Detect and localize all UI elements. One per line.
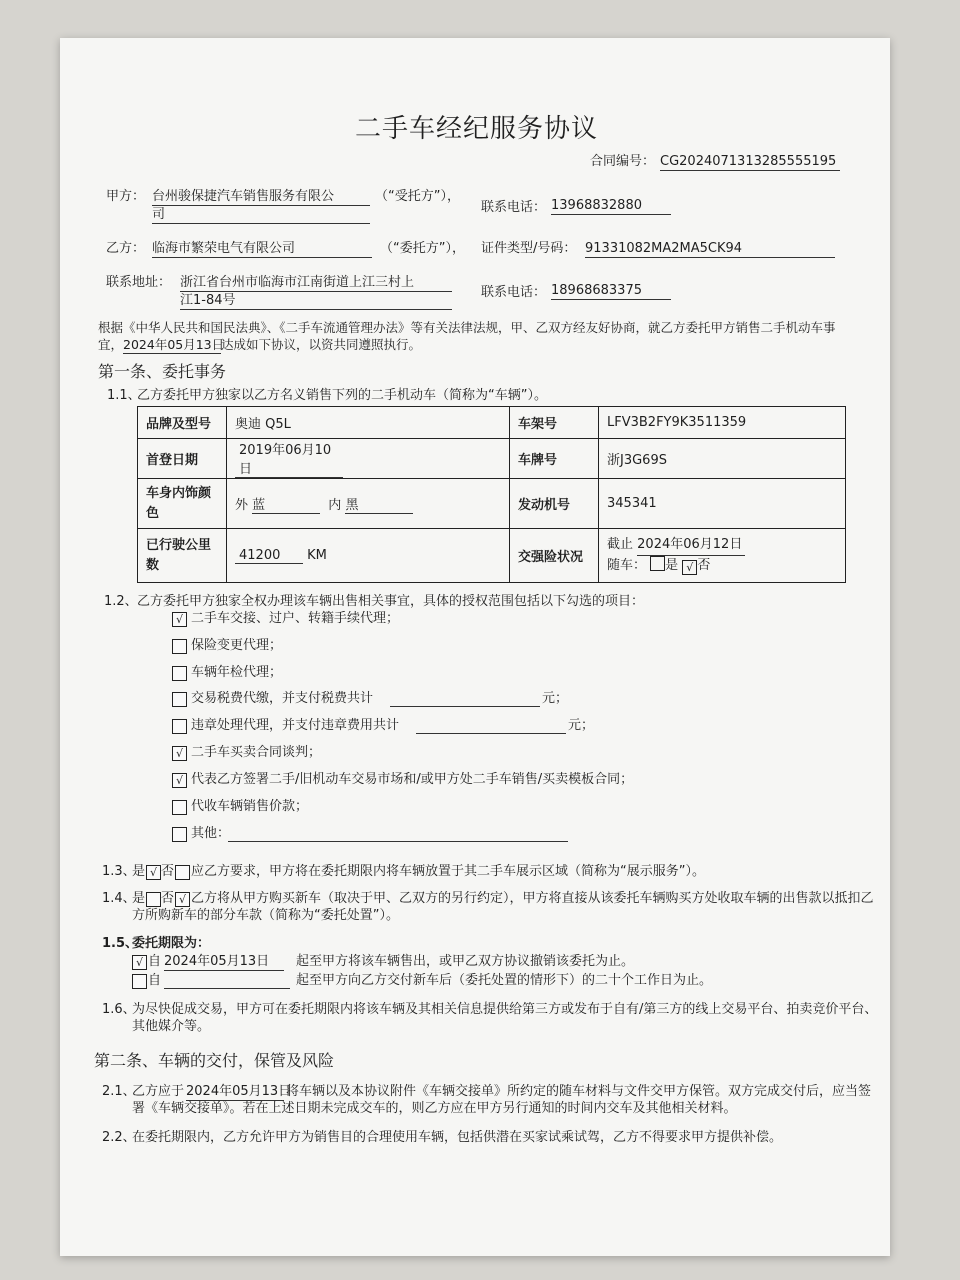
party-b-id-no: 91331082MA2MA5CK94 — [585, 240, 835, 258]
option-8-checkbox[interactable] — [172, 800, 187, 815]
brand-label: 品牌及型号 — [138, 407, 227, 439]
reg-label: 首登日期 — [138, 439, 227, 479]
party-b-role: （“委托方”）， — [380, 241, 465, 256]
reg-value: 2019年06月10日 — [235, 439, 343, 478]
option-6-checkbox[interactable]: √ — [172, 746, 187, 761]
mileage-cell — [227, 529, 510, 583]
option-7-label: 代表乙方签署二手/旧机动车交易市场和/或甲方处二手车销售/买卖模板合同； — [191, 772, 634, 787]
c21-text-1: 将车辆以及本协议附件《车辆交接单》所约定的随车材料与文件交甲方保管。双方完成交付后，应当签 — [286, 1084, 872, 1099]
contract-no-label: 合同编号： — [590, 154, 656, 169]
party-b-addr-line1: 浙江省台州市临海市江南街道上江三村上 — [180, 274, 452, 292]
c14-num: 1.4、 — [102, 891, 136, 906]
c15-a-from: 自 — [148, 954, 162, 969]
c21-date: 2024年05月13日 — [186, 1084, 292, 1099]
c22-text: 在委托期限内，乙方允许甲方为销售目的合理使用车辆，包括供潜在买家试乘试驾，乙方不得要求甲方提供补偿。 — [132, 1130, 783, 1145]
option-6-label: 二手车买卖合同谈判； — [191, 745, 322, 760]
c11-text: 乙方委托甲方独家以乙方名义销售下列的二手机动车（简称为“车辆”）。 — [137, 388, 547, 403]
ext-label: 外 — [235, 497, 249, 513]
c12-text: 乙方委托甲方独家全权办理该车辆出售相关事宜，具体的授权范围包括以下勾选的项目： — [137, 594, 645, 609]
preamble-post: 达成如下协议，以资共同遵照执行。 — [221, 337, 422, 352]
ins-yes-checkbox[interactable] — [650, 556, 665, 571]
int-value: 黑 — [345, 494, 413, 514]
plate-value: 浙J3G69S — [599, 439, 846, 479]
option-8-label: 代收车辆销售价款； — [191, 799, 309, 814]
section2-title: 第二条、车辆的交付，保管及风险 — [94, 1051, 335, 1070]
c15-num: 1.5、 — [102, 936, 139, 951]
c16-text-1: 为尽快促成交易，甲方可在委托期限内将该车辆及其相关信息提供给第三方或发布于自有/第三方的线上交易平台、拍卖竞价平台、 — [132, 1002, 878, 1017]
int-label: 内 — [328, 497, 342, 513]
c14-no-label: 否 — [161, 891, 175, 906]
party-a-phone: 13968832880 — [551, 197, 671, 215]
c13-num: 1.3、 — [102, 864, 136, 879]
party-b-addr-line2: 江1-84号 — [180, 292, 452, 310]
party-b-id-label: 证件类型/号码： — [481, 241, 577, 256]
preamble-date: 2024年05月13日 — [123, 337, 225, 352]
color-cell — [227, 479, 510, 529]
c15-a-checkbox[interactable]: √ — [132, 955, 147, 970]
preamble-line2 — [98, 336, 421, 354]
option-2-label: 保险变更代理； — [191, 638, 283, 653]
mileage-value: 41200 — [235, 548, 303, 564]
vin-label: 车架号 — [510, 407, 599, 439]
c12-num: 1.2、 — [104, 594, 138, 609]
ins-prefix: 截止 — [607, 537, 634, 552]
party-a-phone-label: 联系电话： — [481, 200, 547, 215]
option-4-unit: 元； — [542, 691, 569, 706]
c16-num: 1.6、 — [102, 1002, 136, 1017]
contract-paper — [60, 38, 890, 1256]
c15-b-blank[interactable] — [164, 988, 290, 989]
option-1-label: 二手车交接、过户、转籍手续代理； — [191, 611, 400, 626]
c14-text-1: 乙方将从甲方购买新车（取决于甲、乙双方的另行约定），甲方将直接从该委托车辆购买方处收取车辆的出售款以抵扣乙 — [191, 891, 874, 906]
option-1-checkbox[interactable]: √ — [172, 612, 187, 627]
ins-yes-label: 是 — [665, 558, 679, 573]
brand-value: 奥迪 Q5L — [227, 407, 510, 439]
option-5-label: 违章处理代理，并支付违章费用共计 — [191, 718, 400, 733]
contract-no-value: CG2024071313285555195 — [660, 153, 840, 171]
c14-no-checkbox[interactable]: √ — [175, 892, 190, 907]
c13-no-label: 否 — [161, 864, 175, 879]
mileage-unit: KM — [307, 547, 327, 563]
c13-text: 应乙方要求，甲方将在委托期限内将车辆放置于其二手车展示区域（简称为“展示服务”）。 — [191, 864, 705, 879]
preamble-line1: 根据《中华人民共和国民法典》、《二手车流通管理办法》等有关法律法规，甲、乙双方经友好协商，就乙方委托甲方销售二手机动车事 — [98, 320, 836, 335]
option-7-checkbox[interactable]: √ — [172, 773, 187, 788]
option-5-blank[interactable] — [416, 733, 566, 734]
c15-b-checkbox[interactable] — [132, 974, 147, 989]
ins-no-label: 否 — [697, 558, 711, 573]
c13-yes-label: 是 — [132, 864, 146, 879]
party-a-role: （“受托方”）， — [375, 189, 460, 204]
c11-num: 1.1、 — [107, 388, 141, 403]
c21-text-2: 署《车辆交接单》。若在上述日期未完成交车的，则乙方应在甲方另行通知的时间内交车及其他相关材料。 — [132, 1101, 737, 1116]
party-b-phone: 18968683375 — [551, 282, 671, 300]
option-3-label: 车辆年检代理； — [191, 665, 283, 680]
section1-title: 第一条、委托事务 — [98, 362, 227, 381]
c21-pre: 乙方应于 — [132, 1084, 185, 1099]
party-b-name: 临海市繁荣电气有限公司 — [152, 240, 372, 258]
party-a-name-line2: 司 — [152, 206, 370, 224]
c15-b-text: 起至甲方向乙方交付新车后（委托处置的情形下）的二十个工作日为止。 — [296, 973, 713, 988]
insurance-label: 交强险状况 — [510, 529, 599, 583]
c13-yes-checkbox[interactable]: √ — [146, 865, 161, 880]
party-a-label: 甲方： — [106, 189, 146, 204]
option-5-checkbox[interactable] — [172, 719, 187, 734]
option-4-blank[interactable] — [390, 706, 540, 707]
ins-no-checkbox[interactable]: √ — [682, 560, 697, 575]
engine-label: 发动机号 — [510, 479, 599, 529]
party-a-name-line1: 台州骏保捷汽车销售服务有限公 — [152, 188, 370, 206]
option-9-checkbox[interactable] — [172, 827, 187, 842]
mileage-label: 已行驶公里 数 — [138, 529, 227, 583]
party-b-addr-label: 联系地址： — [106, 275, 172, 290]
ins-follow: 随车： — [607, 558, 647, 573]
color-label: 车身内饰颜 色 — [138, 479, 227, 529]
vehicle-table — [137, 406, 846, 583]
c13-no-checkbox[interactable] — [175, 865, 190, 880]
c15-a-date: 2024年05月13日 — [164, 953, 284, 971]
c22-num: 2.2、 — [102, 1130, 136, 1145]
option-4-label: 交易税费代缴，并支付税费共计 — [191, 691, 374, 706]
c15-b-from: 自 — [148, 973, 162, 988]
option-3-checkbox[interactable] — [172, 666, 187, 681]
c14-yes-label: 是 — [132, 891, 146, 906]
c15-title: 委托期限为： — [132, 936, 211, 951]
contract-title: 二手车经纪服务协议 — [355, 114, 599, 144]
c14-yes-checkbox[interactable] — [146, 892, 161, 907]
plate-label: 车牌号 — [510, 439, 599, 479]
ext-value: 蓝 — [252, 494, 320, 514]
option-9-label: 其他： — [191, 826, 231, 841]
reg-cell — [227, 439, 510, 479]
party-b-phone-label: 联系电话： — [481, 285, 547, 300]
c21-line1 — [132, 1083, 871, 1101]
c16-text-2: 其他媒介等。 — [132, 1019, 211, 1034]
option-2-checkbox[interactable] — [172, 639, 187, 654]
insurance-cell — [599, 529, 846, 583]
option-4-checkbox[interactable] — [172, 692, 187, 707]
preamble-pre: 宜， — [98, 337, 124, 352]
c14-text-2: 方所购新车的部分车款（简称为“委托处置”）。 — [132, 908, 399, 923]
vin-value: LFV3B2FY9K3511359 — [599, 407, 846, 439]
option-5-unit: 元； — [568, 718, 595, 733]
c21-num: 2.1、 — [102, 1084, 136, 1099]
engine-value: 345341 — [599, 479, 846, 529]
c15-a-text: 起至甲方将该车辆售出，或甲乙双方协议撤销该委托为止。 — [296, 954, 635, 969]
option-9-blank[interactable] — [228, 841, 568, 842]
party-b-label: 乙方： — [106, 241, 146, 256]
ins-date: 2024年06月12日 — [637, 535, 745, 556]
